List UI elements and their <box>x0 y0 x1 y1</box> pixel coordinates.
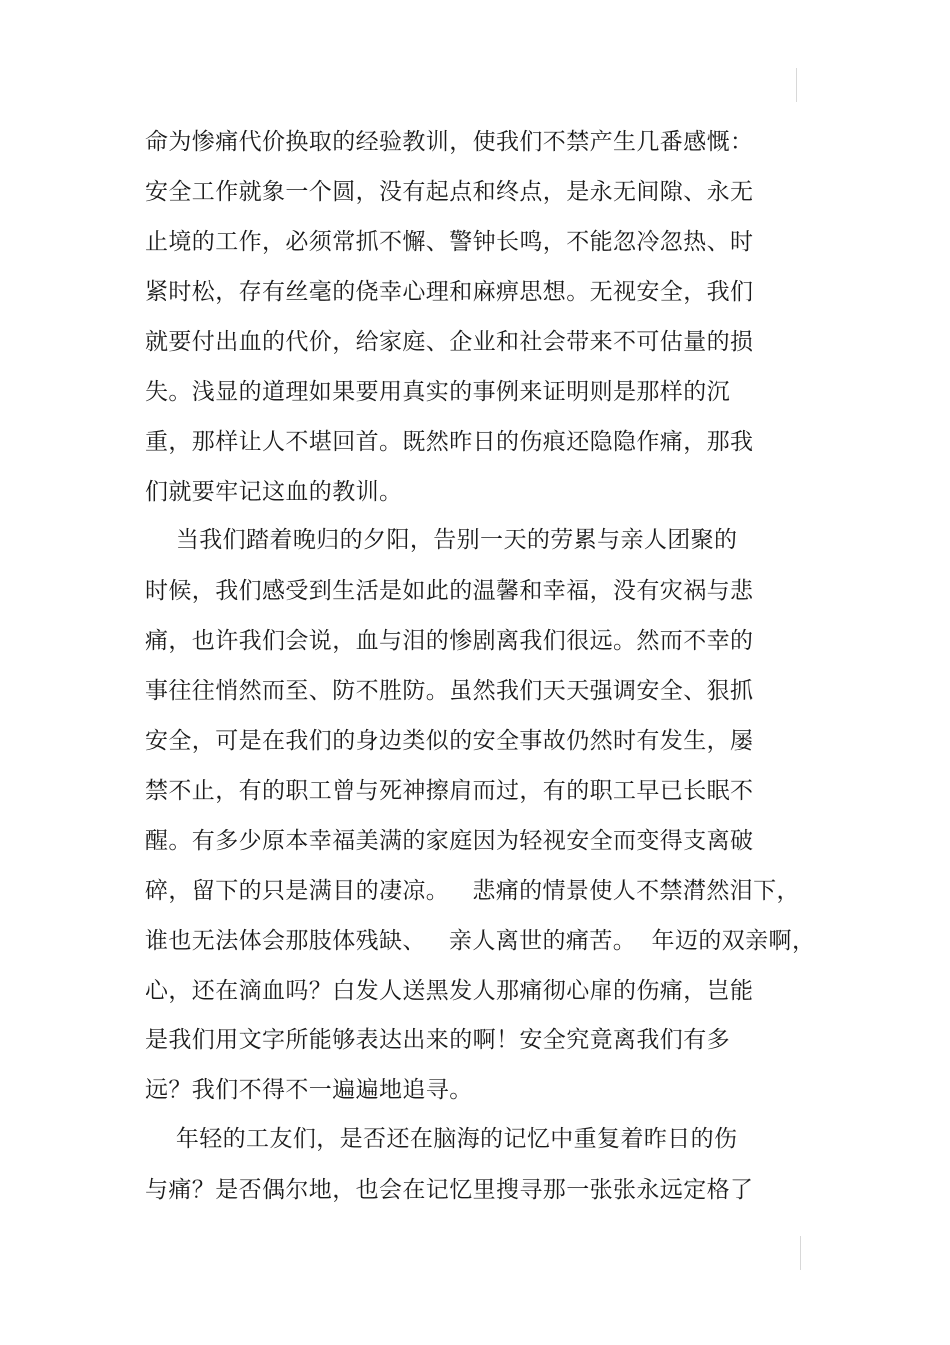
text-line: 痛，也许我们会说，血与泪的惨剧离我们很远。然而不幸的 <box>145 628 754 654</box>
text-line: 年轻的工友们，是否还在脑海的记忆中重复着昨日的伤 <box>145 1126 738 1152</box>
text-line: 安全，可是在我们的身边类似的安全事故仍然时有发生，屡 <box>145 728 754 754</box>
text-line: 重，那样让人不堪回首。既然昨日的伤痕还隐隐作痛，那我 <box>145 429 754 455</box>
text-line: 们就要牢记这血的教训。 <box>145 479 403 505</box>
page-edge-mark-bottom <box>800 1236 801 1270</box>
text-line: 当我们踏着晚归的夕阳，告别一天的劳累与亲人团聚的 <box>145 527 738 553</box>
text-line: 禁不止，有的职工曾与死神擦肩而过，有的职工早已长眠不 <box>145 778 754 804</box>
text-line: 就要付出血的代价，给家庭、企业和社会带来不可估量的损 <box>145 329 754 355</box>
text-line: 是我们用文字所能够表达出来的啊！安全究竟离我们有多 <box>145 1027 730 1053</box>
text-line: 命为惨痛代价换取的经验教训，使我们不禁产生几番感慨： <box>145 129 754 155</box>
text-line: 醒。有多少原本幸福美满的家庭因为轻视安全而变得支离破 <box>145 828 754 854</box>
text-line: 止境的工作，必须常抓不懈、警钟长鸣，不能忽冷忽热、时 <box>145 229 754 255</box>
text-line: 心，还在滴血吗？白发人送黑发人那痛彻心扉的伤痛，岂能 <box>145 978 754 1004</box>
page-edge-mark-top <box>796 68 797 102</box>
text-line: 碎，留下的只是满目的凄凉。 悲痛的情景使人不禁潸然泪下， <box>145 878 800 904</box>
text-line: 紧时松，存有丝毫的侥幸心理和麻痹思想。无视安全，我们 <box>145 279 754 305</box>
text-line: 与痛？是否偶尔地，也会在记忆里搜寻那一张张永远定格了 <box>145 1177 754 1203</box>
text-line: 事往往悄然而至、防不胜防。虽然我们天天强调安全、狠抓 <box>145 678 754 704</box>
text-line: 谁也无法体会那肢体残缺、 亲人离世的痛苦。 年迈的双亲啊， <box>145 928 816 954</box>
text-line: 远？我们不得不一遍遍地追寻。 <box>145 1077 473 1103</box>
text-line: 时候，我们感受到生活是如此的温馨和幸福，没有灾祸与悲 <box>145 578 754 604</box>
text-line: 安全工作就象一个圆，没有起点和终点，是永无间隙、永无 <box>145 179 754 205</box>
text-line: 失。浅显的道理如果要用真实的事例来证明则是那样的沉 <box>145 379 730 405</box>
